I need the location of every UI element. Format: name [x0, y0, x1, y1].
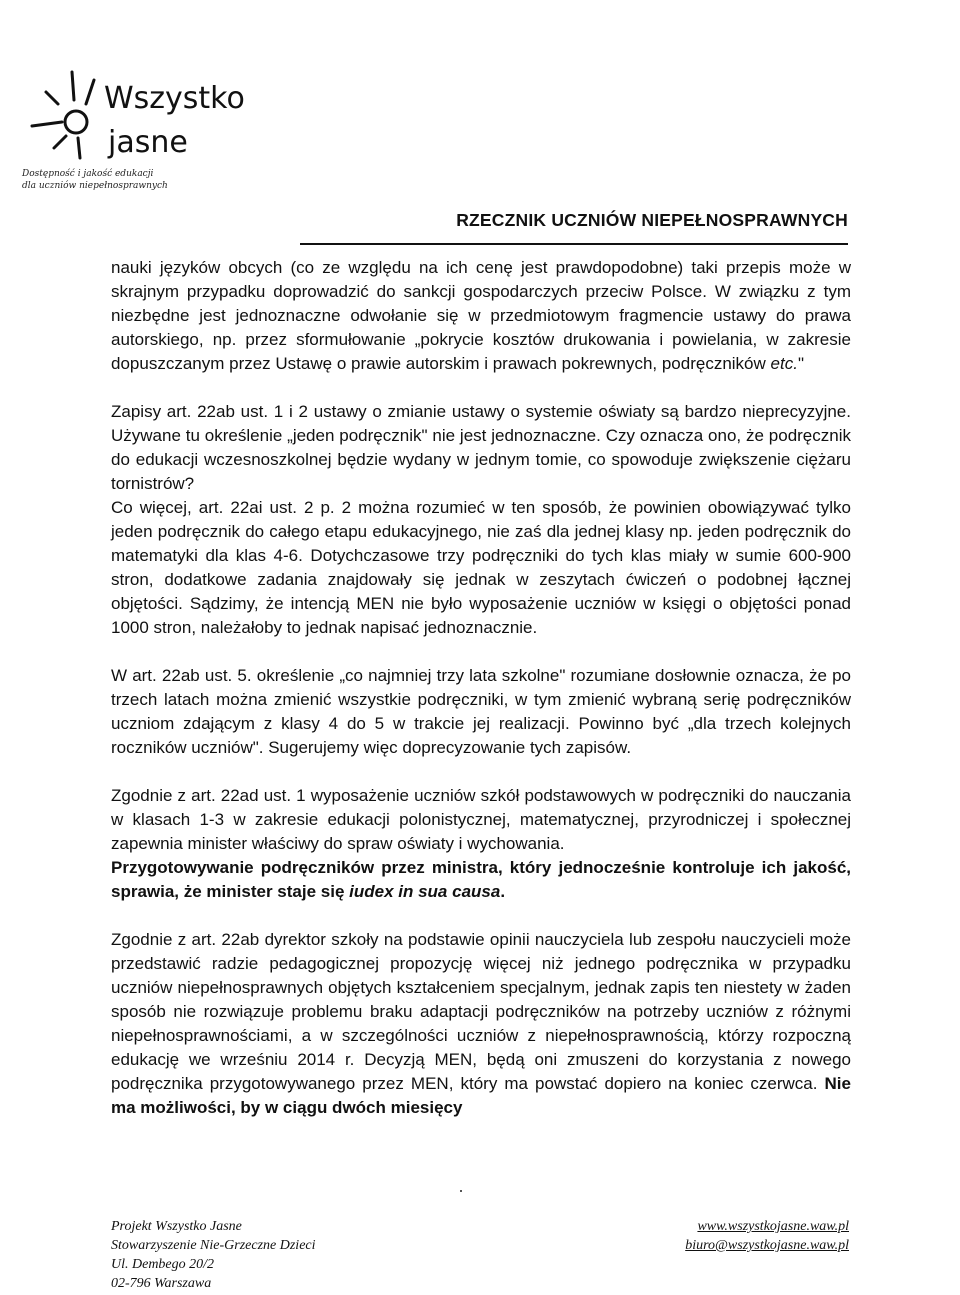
paragraph-6-text: Przygotowywanie podręczników przez ministra, który jednocześnie kontroluje ich jakość, sprawia, że minister staje się: [111, 858, 851, 901]
footer-address: [111, 1217, 316, 1293]
organization-title: RZECZNIK UCZNIÓW NIEPEŁNOSPRAWNYCH: [456, 210, 848, 230]
paragraph-7-text: Zgodnie z art. 22ab dyrektor szkoły na podstawie opinii nauczyciela lub zespołu nauczycieli może przedstawić radzie pedagogicznej propozycję więcej niż jednego podręcznika w przypadku uczniów niepełnosprawnych objętych kształceniem specjalnym, jednak zapis ten niestety w żaden sposób nie rozwiązuje problemu braku adaptacji podręczników na potrzeby uczniów z różnymi niepełnosprawnościami, a w szczególności uczniów z niepełnosprawnością, którzy rozpoczną edukację we wrześniu 2014 r. Decyzją MEN, będą oni zmuszeni do korzystania z nowego podręcznika przygotowywanego przez MEN, który ma powstać dopiero na koniec czerwca.: [111, 930, 851, 1093]
logo: [18, 60, 258, 170]
paragraph-6-end: .: [500, 882, 506, 901]
document-body: [111, 256, 851, 1120]
logo-tagline-line1: Dostępność i jakość edukacji: [22, 169, 154, 179]
logo-tagline-line2: dla uczniów niepełnosprawnych: [22, 181, 168, 191]
footer-website-link[interactable]: www.wszystkojasne.waw.pl: [697, 1219, 849, 1234]
paragraph-6: [111, 856, 851, 904]
footer-email-link[interactable]: biuro@wszystkojasne.waw.pl: [685, 1238, 849, 1253]
paragraph-7-bold: Nie ma możliwości, by w ciągu dwóch miesięcy: [111, 1074, 851, 1117]
logo-tagline: [22, 168, 222, 192]
paragraph-2: Zapisy art. 22ab ust. 1 i 2 ustawy o zmianie ustawy o systemie oświaty są bardzo nieprecyzyjne. Używane tu określenie „jeden podręcznik" nie jest jednoznaczne. Czy oznacza ono, że podręcznik do edukacji wczesnoszkolnej będzie wydany w jednym tomie, co spowoduje zwiększenie ciężaru tornistrów?: [111, 402, 851, 493]
paragraph-6-latin: iudex in sua causa: [349, 882, 501, 901]
stray-mark: [460, 1190, 462, 1192]
footer-city: 02-796 Warszawa: [111, 1276, 212, 1291]
paragraph-1-text: nauki języków obcych (co ze względu na ich cenę jest prawdopodobne) taki przepis może w skrajnym przypadku doprowadzić do sankcji gospodarczych przeciw Polsce. W związku z tym niezbędne jest jednoznaczne odwołanie się w przedmiotowym fragmencie ustawy do prawa autorskiego, np. przez sformułowanie „pokrycie kosztów drukowania i powielania, w zakresie dopuszczanym przez Ustawę o prawie autorskim i prawach pokrewnych, podręczników: [111, 258, 851, 373]
footer-street: Ul. Dembego 20/2: [111, 1257, 215, 1272]
paragraph-1-etc: etc.: [770, 354, 798, 373]
footer-association: Stowarzyszenie Nie-Grzeczne Dzieci: [111, 1238, 316, 1253]
paragraph-5: Zgodnie z art. 22ad ust. 1 wyposażenie uczniów szkół podstawowych w podręczniki do nauczania w klasach 1-3 w zakresie edukacji polonistycznej, matematycznej, przyrodniczej i społecznej zapewnia minister właściwy do spraw oświaty i wychowania.: [111, 786, 851, 853]
logo-wordmark-line2: jasne: [108, 125, 188, 160]
paragraph-4: W art. 22ab ust. 5. określenie „co najmniej trzy lata szkolne" rozumiane dosłownie oznacza, że po trzech latach można zmienić wszystkie podręczniki, w tym zmienić wybraną serię podręczników uczniom zdającym z klasy 4 do 5 w trakcie jej realizacji. Powinno być „dla trzech kolejnych roczników uczniów". Sugerujemy więc doprecyzowanie tych zapisów.: [111, 666, 851, 757]
paragraph-3: Co więcej, art. 22ai ust. 2 p. 2 można rozumieć w ten sposób, że powinien obowiązywać tylko jeden podręcznik do całego etapu edukacyjnego, nie zaś dla jednej klasy np. jeden podręcznik do matematyki dla klas 4-6. Dotychczasowe trzy podręczniki do tych klas miały w sumie 600-900 stron, dodatkowe zadania znajdowały się jednak w zeszytach ćwiczeń o podobnej łącznej objętości. Sądzimy, że intencją MEN nie było wyposażenie uczniów w księgi o objętości ponad 1000 stron, należałoby to jednak napisać jednoznacznie.: [111, 498, 851, 637]
sun-logo-icon: [18, 60, 258, 170]
paragraph-1-end: ": [797, 354, 804, 373]
logo-wordmark-line1: Wszystko: [104, 81, 245, 116]
header-divider: [300, 243, 848, 245]
paragraph-1: [111, 256, 851, 376]
footer-contact: [685, 1217, 849, 1255]
footer-project: Projekt Wszystko Jasne: [111, 1219, 242, 1234]
paragraph-7: [111, 928, 851, 1120]
